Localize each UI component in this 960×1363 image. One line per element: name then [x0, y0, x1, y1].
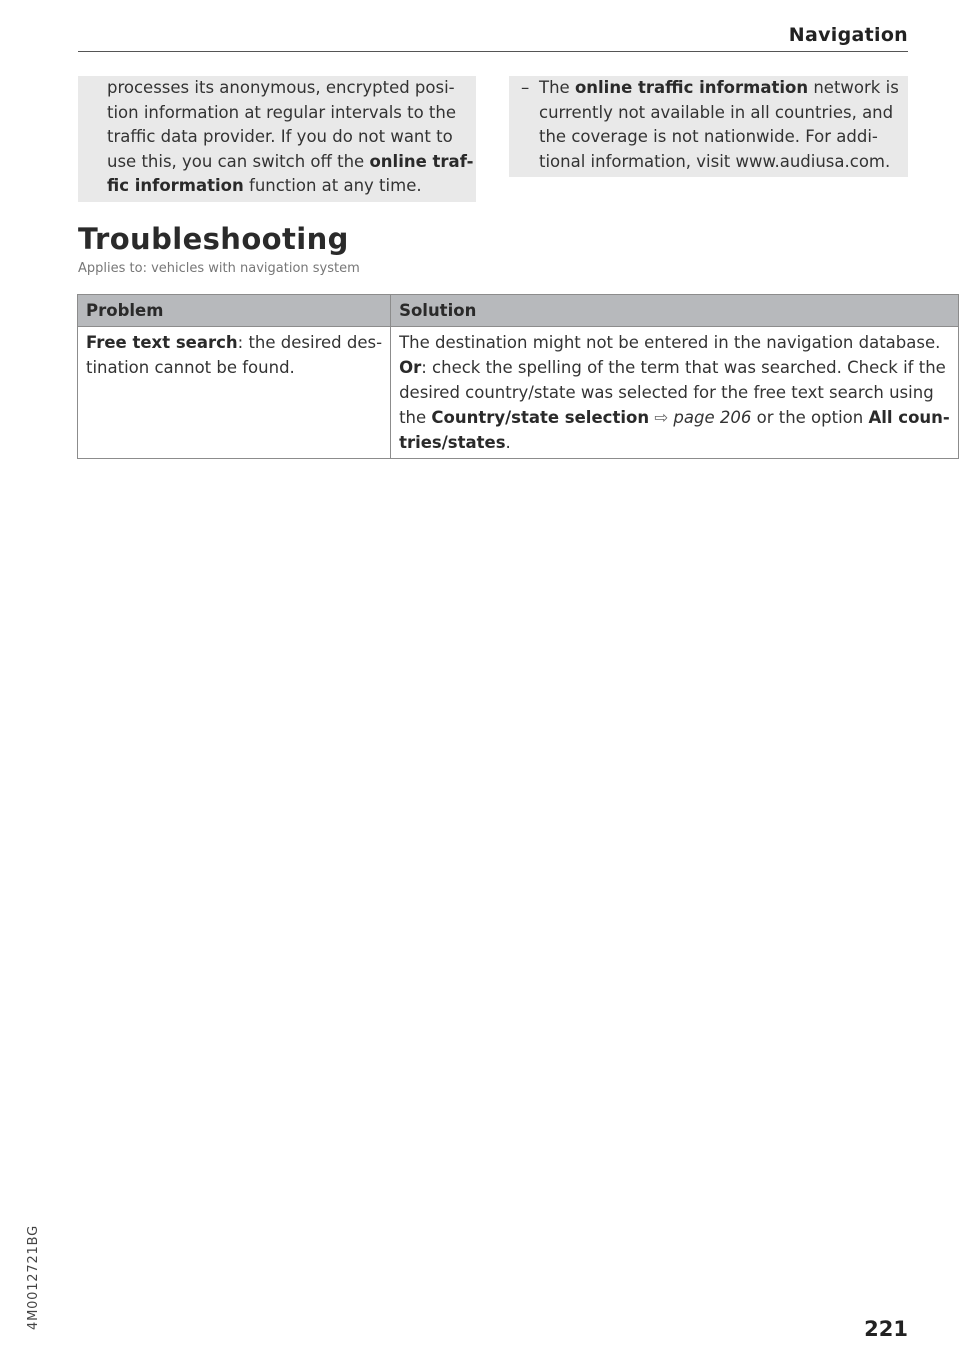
- solution-text: : check the spelling of the term that was searched. Check if the: [421, 358, 946, 377]
- solution-line: [399, 405, 950, 430]
- note-left-bold: online traf-: [369, 151, 474, 171]
- note-left-line: [107, 174, 466, 199]
- dash-bullet: –: [521, 78, 530, 97]
- note-box-left: [78, 76, 476, 202]
- note-right-line: [539, 76, 899, 101]
- note-box-right: [509, 76, 908, 177]
- solution-bold: tries/states: [399, 433, 506, 452]
- solution-text: or the option: [751, 408, 869, 427]
- note-right-line: tional information, visit www.audiusa.com.: [539, 151, 891, 171]
- page-ref-arrow-icon: ⇨: [654, 408, 669, 427]
- page-reference-link[interactable]: page 206: [673, 408, 752, 427]
- problem-cell: [78, 327, 391, 459]
- problem-text: : the desired des-: [237, 333, 383, 352]
- note-right-text: network is: [808, 78, 899, 97]
- note-left-text: use this, you can switch off the: [107, 151, 370, 171]
- header-rule: [78, 51, 908, 52]
- page-number: 221: [864, 1317, 908, 1341]
- problem-bold: Free text search: [86, 333, 238, 352]
- solution-bold: Or: [399, 358, 422, 377]
- note-left-line: tion information at regular intervals to the: [107, 102, 457, 122]
- applies-to-note: Applies to: vehicles with navigation system: [78, 261, 360, 276]
- note-left-text: function at any time.: [243, 176, 422, 195]
- solution-text: the: [399, 408, 432, 427]
- solution-bold: Country/state selection: [431, 408, 650, 427]
- note-right-text: The: [539, 78, 575, 97]
- note-right-line: currently not available in all countries, and: [539, 102, 894, 122]
- note-right-bullet: [521, 76, 898, 174]
- solution-cell: [391, 327, 959, 459]
- document-code: 4M0012721BG: [26, 1225, 41, 1330]
- troubleshooting-table: [77, 294, 959, 459]
- solution-text: .: [505, 433, 511, 452]
- table-header-row: [78, 295, 959, 327]
- column-header-problem: Problem: [78, 295, 391, 327]
- solution-line: desired country/state was selected for the free text search using: [399, 383, 934, 402]
- solution-line: The destination might not be entered in the navigation database.: [399, 333, 941, 352]
- note-left-line: traffic data provider. If you do not want to: [107, 127, 453, 146]
- chapter-title: Navigation: [788, 24, 908, 46]
- table-row: [78, 327, 959, 459]
- problem-line: tination cannot be found.: [86, 358, 295, 377]
- problem-line: [86, 330, 382, 355]
- solution-line: [399, 430, 950, 455]
- note-left-line: [107, 150, 474, 175]
- note-left-bold: fic information: [107, 176, 244, 195]
- note-right-line: the coverage is not nationwide. For addi-: [539, 127, 878, 146]
- solution-bold: All coun-: [868, 408, 950, 427]
- note-right-bold: online traffic information: [574, 78, 809, 97]
- column-header-solution: Solution: [391, 295, 959, 327]
- solution-line: [399, 355, 950, 380]
- note-left-line: processes its anonymous, encrypted posi-: [107, 78, 455, 97]
- section-title: Troubleshooting: [78, 222, 349, 256]
- note-right-text-block: [539, 76, 899, 174]
